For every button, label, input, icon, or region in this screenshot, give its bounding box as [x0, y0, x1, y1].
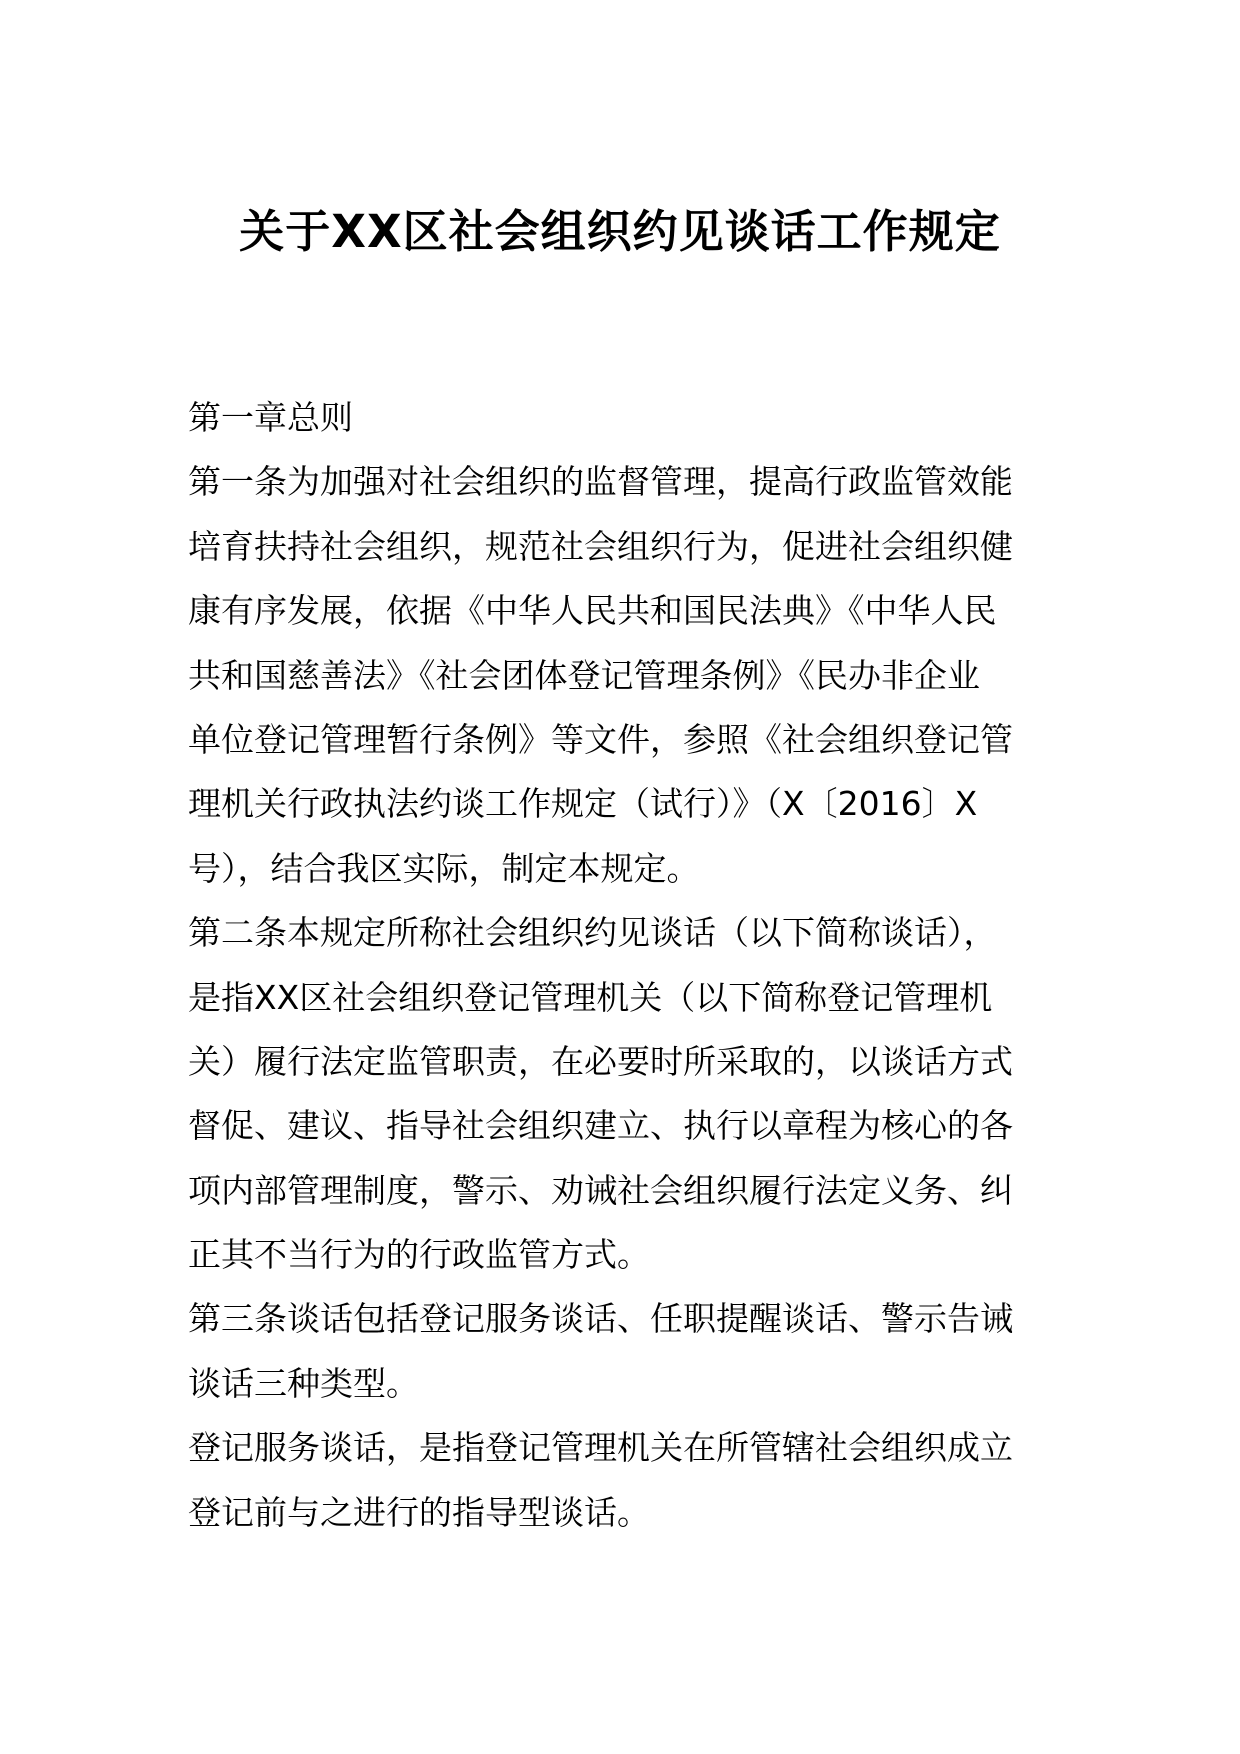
paragraph-line: 登记服务谈话，是指登记管理机关在所管辖社会组织成立 [188, 1428, 1013, 1468]
paragraph-line: 号），结合我区实际，制定本规定。 [188, 848, 700, 888]
paragraph-line: 关）履行法定监管职责，在必要时所采取的，以谈话方式 [188, 1041, 1013, 1081]
paragraph-line: 登记前与之进行的指导型谈话。 [188, 1492, 650, 1532]
paragraph-line: 项内部管理制度，警示、劝诫社会组织履行法定义务、纠 [188, 1170, 1013, 1210]
paragraph-line: 是指XX区社会组织登记管理机关（以下简称登记管理机 [188, 977, 993, 1017]
paragraph-line: 单位登记管理暂行条例》等文件，参照《社会组织登记管 [188, 719, 1013, 759]
document-title: 关于XX区社会组织约见谈话工作规定 [239, 205, 1001, 258]
paragraph-line: 第二条本规定所称社会组织约见谈话（以下简称谈话）， [188, 913, 997, 953]
paragraph-line: 第一条为加强对社会组织的监督管理，提高行政监管效能 [188, 462, 1013, 502]
paragraph-line: 康有序发展，依据《中华人民共和国民法典》《中华人民 [188, 591, 997, 631]
paragraph-line: 培育扶持社会组织，规范社会组织行为，促进社会组织健 [188, 526, 1013, 566]
paragraph-line: 理机关行政执法约谈工作规定（试行）》（X〔2016〕X [188, 784, 978, 824]
document-body [188, 386, 1056, 1545]
paragraph-line: 正其不当行为的行政监管方式。 [188, 1235, 650, 1275]
paragraph-line: 谈话三种类型。 [188, 1363, 419, 1403]
chapter-heading: 第一章总则 [188, 398, 353, 437]
paragraph-line: 共和国慈善法》《社会团体登记管理条例》《民办非企业 [188, 655, 980, 695]
paragraph-line: 第三条谈话包括登记服务谈话、任职提醒谈话、警示告诫 [188, 1299, 1013, 1339]
paragraph-line: 督促、建议、指导社会组织建立、执行以章程为核心的各 [188, 1106, 1013, 1146]
